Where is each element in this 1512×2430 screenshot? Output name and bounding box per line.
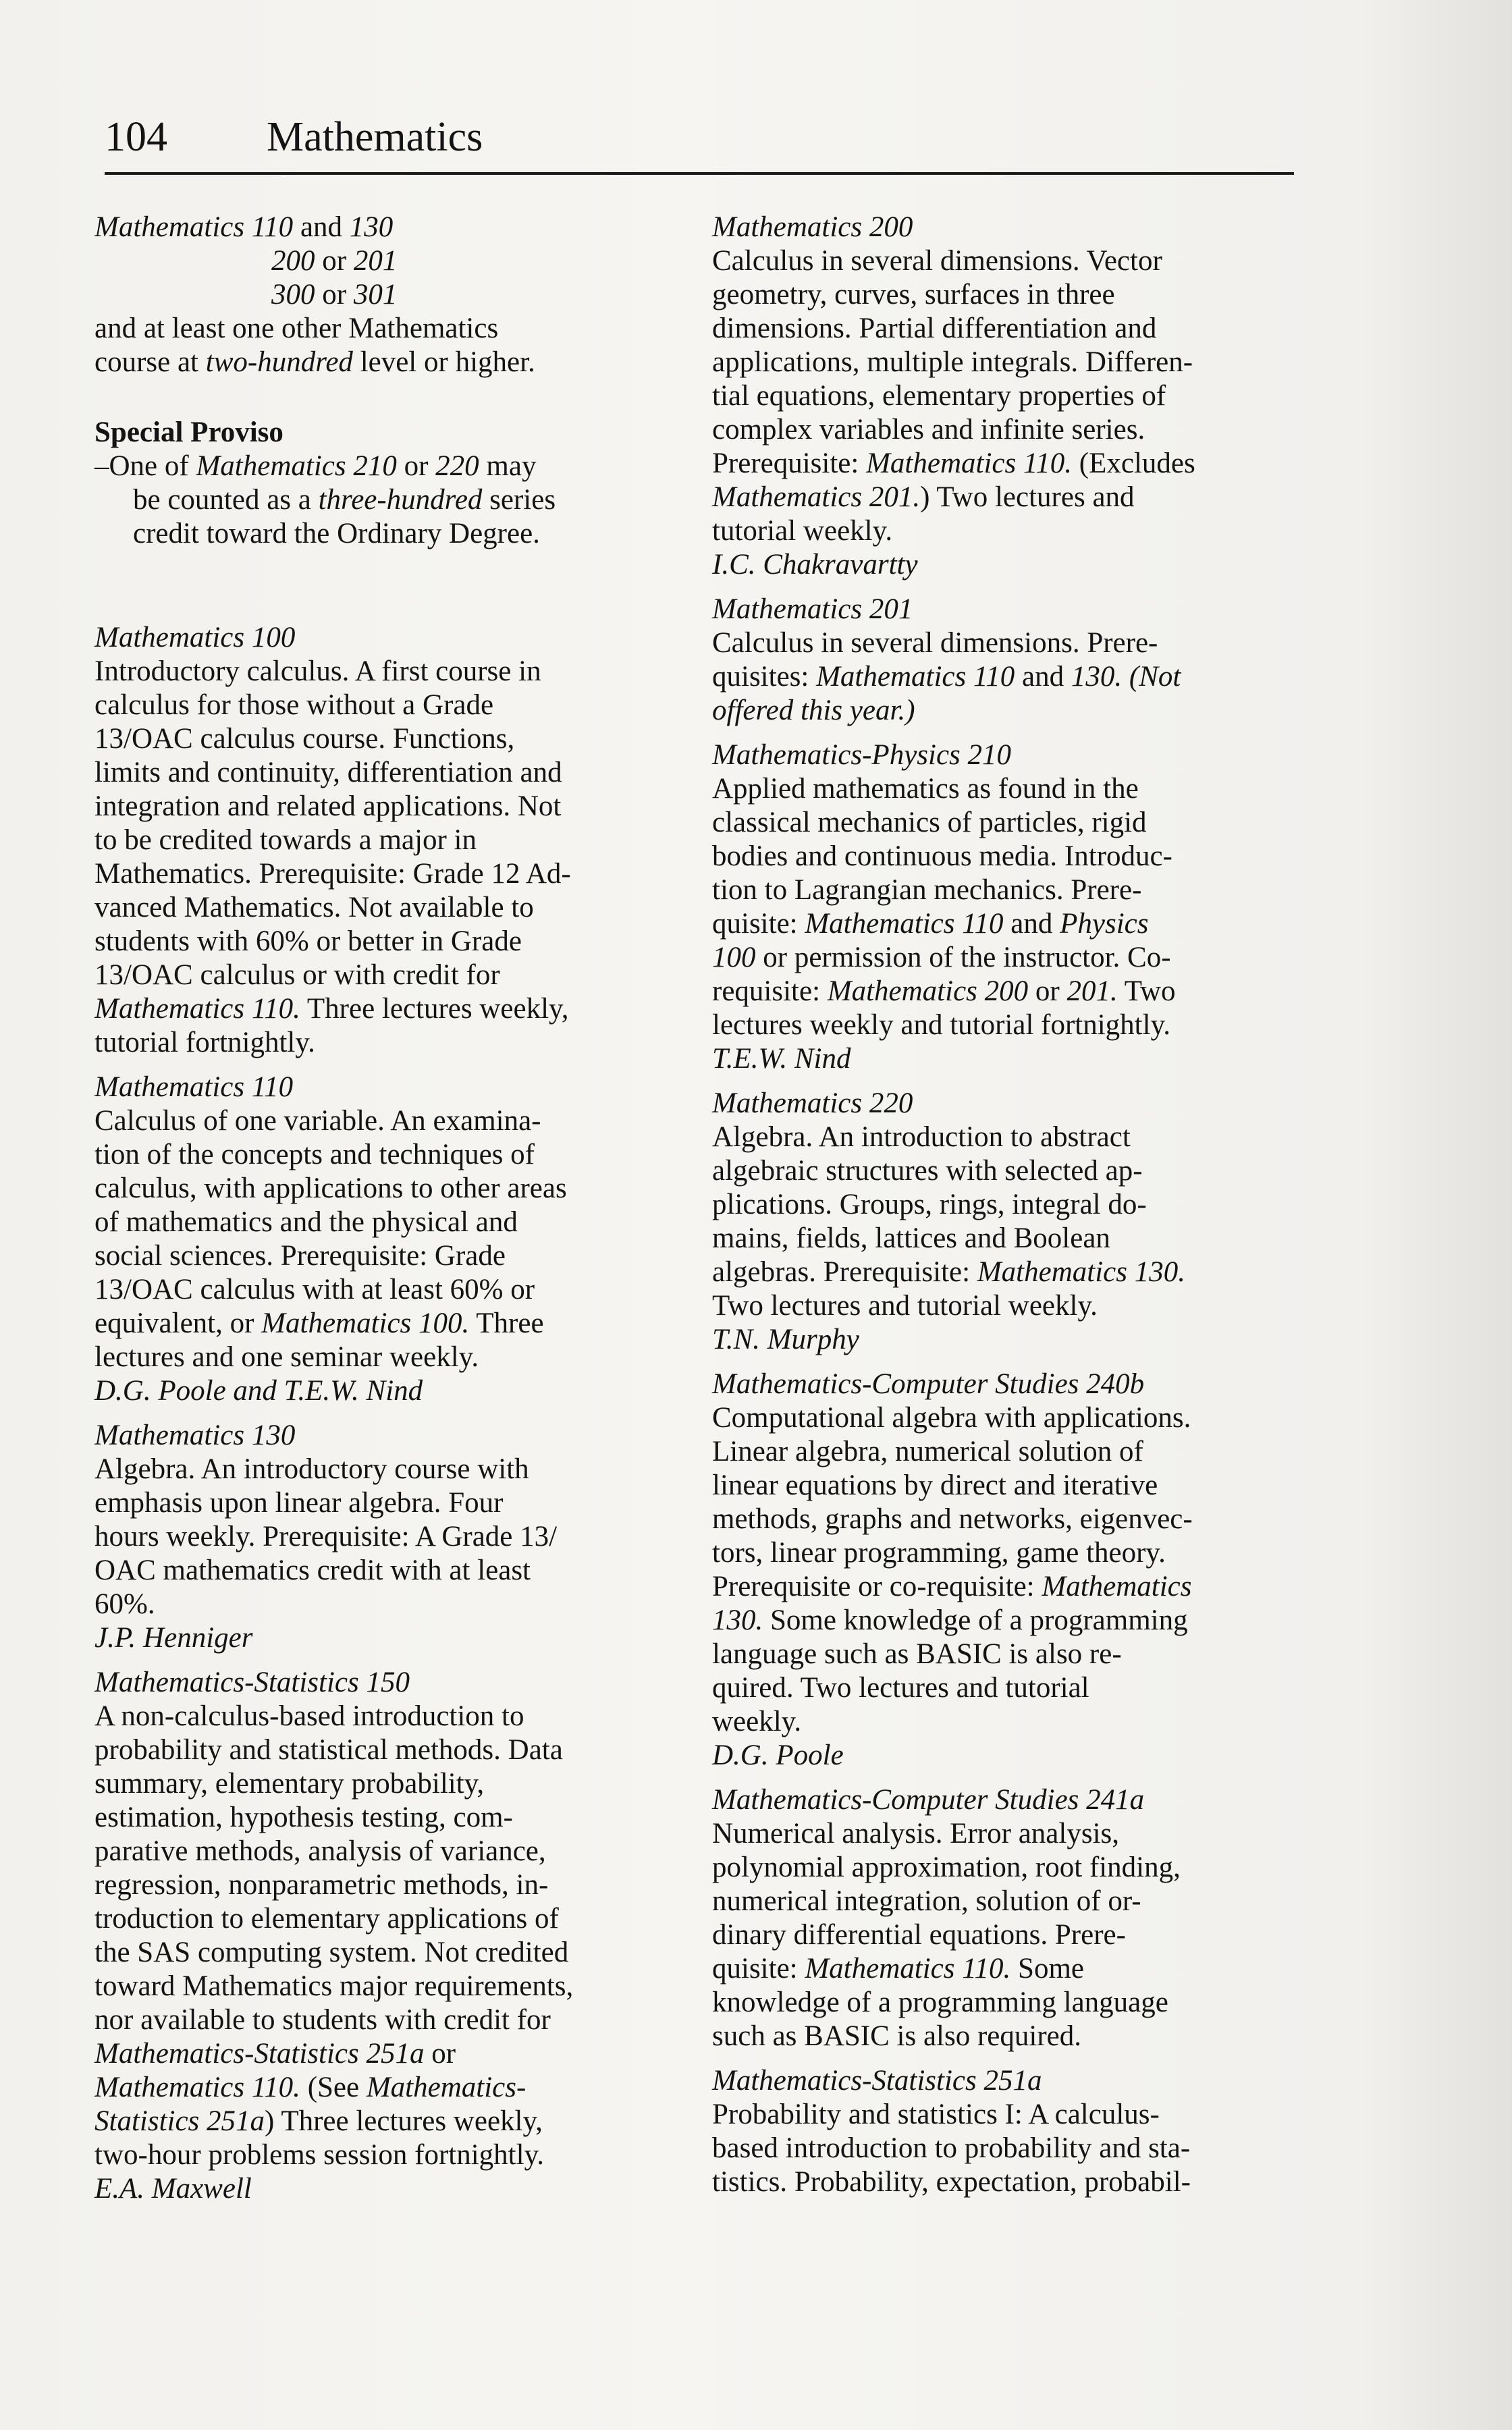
text: ) Two lectures and xyxy=(920,481,1135,513)
course-title: Mathematics 220 xyxy=(712,1087,913,1119)
description-line: Mathematics. Prerequisite: Grade 12 Ad- xyxy=(94,858,571,890)
instructor: T.N. Murphy xyxy=(712,1324,859,1355)
description-line: Calculus of one variable. An examina- xyxy=(94,1105,541,1137)
text: Two xyxy=(1117,975,1176,1007)
course-mathematics-100 xyxy=(94,621,675,1060)
description-line: two-hour problems session fortnightly. xyxy=(94,2139,545,2171)
instructor: J.P. Henniger xyxy=(94,1622,253,1654)
description-line: the SAS computing system. Not credited xyxy=(94,1937,569,1968)
description-line xyxy=(712,660,1306,694)
course-ref: Mathematics xyxy=(1042,1571,1192,1602)
course-mathematics-computer-studies-241a xyxy=(712,1783,1306,2053)
text: Three xyxy=(469,1307,544,1339)
description-line: offered this year.) xyxy=(712,695,915,726)
course-ref: Mathematics- xyxy=(366,2072,526,2103)
course-ref: Mathematics 201. xyxy=(712,481,921,513)
course-ref: 220 xyxy=(435,450,479,482)
description-line: 13/OAC calculus with at least 60% or xyxy=(94,1274,535,1305)
description-line: calculus for those without a Grade xyxy=(94,689,494,721)
description-line: Numerical analysis. Error analysis, xyxy=(712,1818,1120,1850)
special-proviso xyxy=(94,416,675,551)
description-line: 13/OAC calculus course. Functions, xyxy=(94,723,515,755)
description-line: hours weekly. Prerequisite: A Grade 13/ xyxy=(94,1521,558,1552)
course-ref: 201. xyxy=(1066,975,1118,1007)
proviso-line xyxy=(94,450,675,483)
text: quisite: xyxy=(712,908,805,940)
proviso-heading: Special Proviso xyxy=(94,416,284,448)
description-line: tutorial fortnightly. xyxy=(94,1027,315,1058)
description-line: tial equations, elementary properties of xyxy=(712,380,1166,412)
text: or permission of the instructor. Co- xyxy=(755,942,1171,973)
description-line xyxy=(712,1604,1306,1638)
instructor: D.G. Poole xyxy=(712,1739,844,1771)
description-line: numerical integration, solution of or- xyxy=(712,1885,1141,1917)
header-rule xyxy=(105,172,1294,175)
emphasis: two-hundred xyxy=(205,346,353,378)
text: and xyxy=(293,211,350,243)
course-title: Mathematics 100 xyxy=(94,622,296,653)
text: be counted as a xyxy=(133,484,319,516)
page-number: 104 xyxy=(105,114,167,160)
course-mathematics-200 xyxy=(712,211,1306,582)
course-title: Mathematics-Computer Studies 240b xyxy=(712,1368,1145,1400)
description-line xyxy=(94,2071,675,2105)
course-title: Mathematics-Computer Studies 241a xyxy=(712,1784,1145,1816)
description-line: dinary differential equations. Prere- xyxy=(712,1919,1126,1951)
description-line: integration and related applications. Not xyxy=(94,790,562,822)
instructor: E.A. Maxwell xyxy=(94,2173,252,2205)
text: equivalent, or xyxy=(94,1307,262,1339)
text: Some xyxy=(1010,1953,1084,1985)
course-mathematics-220 xyxy=(712,1087,1306,1357)
course-ref: 130. xyxy=(1071,661,1123,693)
description-line: troduction to elementary applications of xyxy=(94,1903,559,1935)
description-line: Linear algebra, numerical solution of xyxy=(712,1436,1143,1467)
instructor: D.G. Poole and T.E.W. Nind xyxy=(94,1375,423,1407)
description-line: calculus, with applications to other areas xyxy=(94,1172,567,1204)
course-ref: Mathematics 110 xyxy=(94,211,294,243)
description-line: tistics. Probability, expectation, probabil- xyxy=(712,2166,1191,2198)
description-line xyxy=(94,1307,675,1341)
course-ref: Mathematics 110. xyxy=(805,1953,1011,1985)
description-line: A non-calculus-based introduction to xyxy=(94,1700,524,1732)
degree-requirements xyxy=(94,211,675,379)
text: or xyxy=(396,450,436,482)
description-line: summary, elementary probability, xyxy=(94,1768,485,1800)
course-ref: Mathematics 110. xyxy=(94,993,300,1025)
description-line: geometry, curves, surfaces in three xyxy=(712,279,1115,310)
description-line: Two lectures and tutorial weekly. xyxy=(712,1290,1098,1322)
course-ref: Mathematics 200 xyxy=(827,975,1029,1007)
description-line: methods, graphs and networks, eigenvec- xyxy=(712,1503,1193,1535)
course-mathematics-statistics-251a xyxy=(712,2064,1306,2199)
text: Prerequisite: xyxy=(712,448,867,479)
description-line: parative methods, analysis of variance, xyxy=(94,1835,546,1867)
course-title: Mathematics-Physics 210 xyxy=(712,739,1012,771)
description-line: tutorial weekly. xyxy=(712,515,893,547)
course-ref: Physics xyxy=(1060,908,1149,940)
description-line: such as BASIC is also required. xyxy=(712,2020,1081,2052)
text: requisite: xyxy=(712,975,828,1007)
requirement-line: and at least one other Mathematics xyxy=(94,313,499,344)
text: series xyxy=(482,484,556,516)
requirement-line xyxy=(94,244,675,278)
course-title: Mathematics-Statistics 150 xyxy=(94,1667,410,1698)
course-title: Mathematics-Statistics 251a xyxy=(712,2065,1042,2097)
text: or xyxy=(315,279,354,310)
description-line: Introductory calculus. A first course in xyxy=(94,655,541,687)
instructor: I.C. Chakravartty xyxy=(712,549,918,580)
text: Some knowledge of a programming xyxy=(763,1604,1188,1636)
text: ) Three lectures weekly, xyxy=(265,2105,543,2137)
description-line: Probability and statistics I: A calculus- xyxy=(712,2099,1160,2130)
requirement-line xyxy=(94,346,675,379)
description-line: tion to Lagrangian mechanics. Prere- xyxy=(712,874,1142,906)
text: and xyxy=(1003,908,1060,940)
proviso-line: credit toward the Ordinary Degree. xyxy=(133,518,540,549)
page-header xyxy=(105,101,1293,172)
description-line: Calculus in several dimensions. Prere- xyxy=(712,627,1158,659)
text: algebras. Prerequisite: xyxy=(712,1256,977,1288)
course-ref: Mathematics-Statistics 251a xyxy=(94,2038,425,2070)
text: course at xyxy=(94,346,206,378)
description-line: students with 60% or better in Grade xyxy=(94,925,522,957)
course-ref: Mathematics 100. xyxy=(261,1307,470,1339)
description-line: tors, linear programming, game theory. xyxy=(712,1537,1166,1569)
course-ref: Mathematics 110 xyxy=(805,908,1004,940)
right-column xyxy=(712,211,1306,2210)
text: or xyxy=(424,2038,456,2070)
emphasis: three-hundred xyxy=(318,484,483,516)
description-line xyxy=(94,2105,675,2138)
course-mathematics-130 xyxy=(94,1419,675,1655)
description-line: estimation, hypothesis testing, com- xyxy=(94,1802,513,1833)
text: level or higher. xyxy=(352,346,535,378)
left-column xyxy=(94,211,675,2217)
course-mathematics-201 xyxy=(712,593,1306,728)
requirement-line xyxy=(94,278,675,312)
course-title: Mathematics 130 xyxy=(94,1420,296,1451)
course-ref: 300 xyxy=(271,279,315,310)
text: (See xyxy=(300,2072,367,2103)
description-line: quired. Two lectures and tutorial xyxy=(712,1672,1089,1704)
description-line: lectures weekly and tutorial fortnightly. xyxy=(712,1009,1171,1041)
instructor: T.E.W. Nind xyxy=(712,1043,851,1075)
text: (Excludes xyxy=(1072,448,1195,479)
course-ref: 130. xyxy=(712,1604,763,1636)
description-line: Applied mathematics as found in the xyxy=(712,773,1139,805)
description-line: based introduction to probability and sta- xyxy=(712,2132,1191,2164)
course-ref: 201 xyxy=(353,245,398,277)
description-line xyxy=(712,1256,1306,1289)
course-ref: Mathematics 110 xyxy=(816,661,1015,693)
description-line: complex variables and infinite series. xyxy=(712,414,1145,446)
description-line xyxy=(94,992,675,1026)
course-ref: 100 xyxy=(712,942,756,973)
description-line: nor available to students with credit for xyxy=(94,2004,551,2036)
course-title: Mathematics 110 xyxy=(94,1071,294,1103)
description-line xyxy=(712,447,1306,481)
description-line: vanced Mathematics. Not available to xyxy=(94,892,534,923)
proviso-line xyxy=(94,483,675,517)
description-line: bodies and continuous media. Introduc- xyxy=(712,840,1172,872)
spacer xyxy=(94,390,675,416)
text: may xyxy=(479,450,537,482)
text: or xyxy=(315,245,354,277)
course-ref: Mathematics 110. xyxy=(866,448,1073,479)
requirement-line xyxy=(94,211,675,244)
description-line: 60%. xyxy=(94,1588,155,1620)
note: (Not xyxy=(1122,661,1181,693)
description-line xyxy=(712,907,1306,941)
description-line xyxy=(712,1952,1306,1986)
description-line: toward Mathematics major requirements, xyxy=(94,1970,574,2002)
course-mathematics-110 xyxy=(94,1071,675,1408)
description-line: limits and continuity, differentiation and xyxy=(94,757,562,788)
description-line: mains, fields, lattices and Boolean xyxy=(712,1222,1110,1254)
description-line: dimensions. Partial differentiation and xyxy=(712,313,1157,344)
course-ref: 301 xyxy=(353,279,398,310)
description-line: emphasis upon linear algebra. Four xyxy=(94,1487,504,1519)
course-mathematics-statistics-150 xyxy=(94,1666,675,2206)
description-line: applications, multiple integrals. Differen- xyxy=(712,346,1193,378)
description-line: Algebra. An introduction to abstract xyxy=(712,1121,1131,1153)
text: quisites: xyxy=(712,661,817,693)
course-title: Mathematics 200 xyxy=(712,211,913,243)
course-ref: Mathematics 130. xyxy=(977,1256,1185,1288)
description-line: polynomial approximation, root finding, xyxy=(712,1852,1181,1883)
description-line: linear equations by direct and iterative xyxy=(712,1469,1158,1501)
description-line: regression, nonparametric methods, in- xyxy=(94,1869,549,1901)
description-line: Computational algebra with applications. xyxy=(712,1402,1191,1434)
course-ref: Statistics 251a xyxy=(94,2105,265,2137)
description-line: classical mechanics of particles, rigid xyxy=(712,807,1147,838)
description-line: Algebra. An introductory course with xyxy=(94,1453,529,1485)
description-line: of mathematics and the physical and xyxy=(94,1206,518,1238)
course-mathematics-physics-210 xyxy=(712,738,1306,1076)
description-line xyxy=(712,1570,1306,1604)
description-line: algebraic structures with selected ap- xyxy=(712,1155,1143,1187)
text: Prerequisite or co-requisite: xyxy=(712,1571,1042,1602)
course-ref: Mathematics 210 xyxy=(196,450,397,482)
description-line: OAC mathematics credit with at least xyxy=(94,1555,531,1586)
course-ref: Mathematics 110. xyxy=(94,2072,300,2103)
description-line: probability and statistical methods. Data xyxy=(94,1734,563,1766)
description-line: weekly. xyxy=(712,1706,802,1737)
page-title: Mathematics xyxy=(267,114,483,160)
course-ref: 130 xyxy=(349,211,394,243)
description-line: to be credited towards a major in xyxy=(94,824,477,856)
description-line xyxy=(94,2037,675,2071)
course-title: Mathematics 201 xyxy=(712,593,913,625)
description-line: Calculus in several dimensions. Vector xyxy=(712,245,1162,277)
text: –One of xyxy=(94,450,196,482)
description-line xyxy=(712,481,1306,514)
text: quisite: xyxy=(712,1953,805,1985)
description-line: tion of the concepts and techniques of xyxy=(94,1139,535,1170)
text: and xyxy=(1015,661,1071,693)
description-line: language such as BASIC is also re- xyxy=(712,1638,1122,1670)
description-line: knowledge of a programming language xyxy=(712,1987,1168,2018)
description-line: lectures and one seminar weekly. xyxy=(94,1341,479,1373)
text: or xyxy=(1028,975,1067,1007)
description-line: social sciences. Prerequisite: Grade xyxy=(94,1240,506,1272)
text: Three lectures weekly, xyxy=(300,993,569,1025)
description-line xyxy=(712,975,1306,1008)
description-line xyxy=(712,941,1306,975)
course-ref: 200 xyxy=(271,245,315,277)
description-line: plications. Groups, rings, integral do- xyxy=(712,1189,1147,1220)
spacer xyxy=(94,562,675,621)
description-line: 13/OAC calculus or with credit for xyxy=(94,959,500,991)
course-mathematics-computer-studies-240b xyxy=(712,1368,1306,1773)
